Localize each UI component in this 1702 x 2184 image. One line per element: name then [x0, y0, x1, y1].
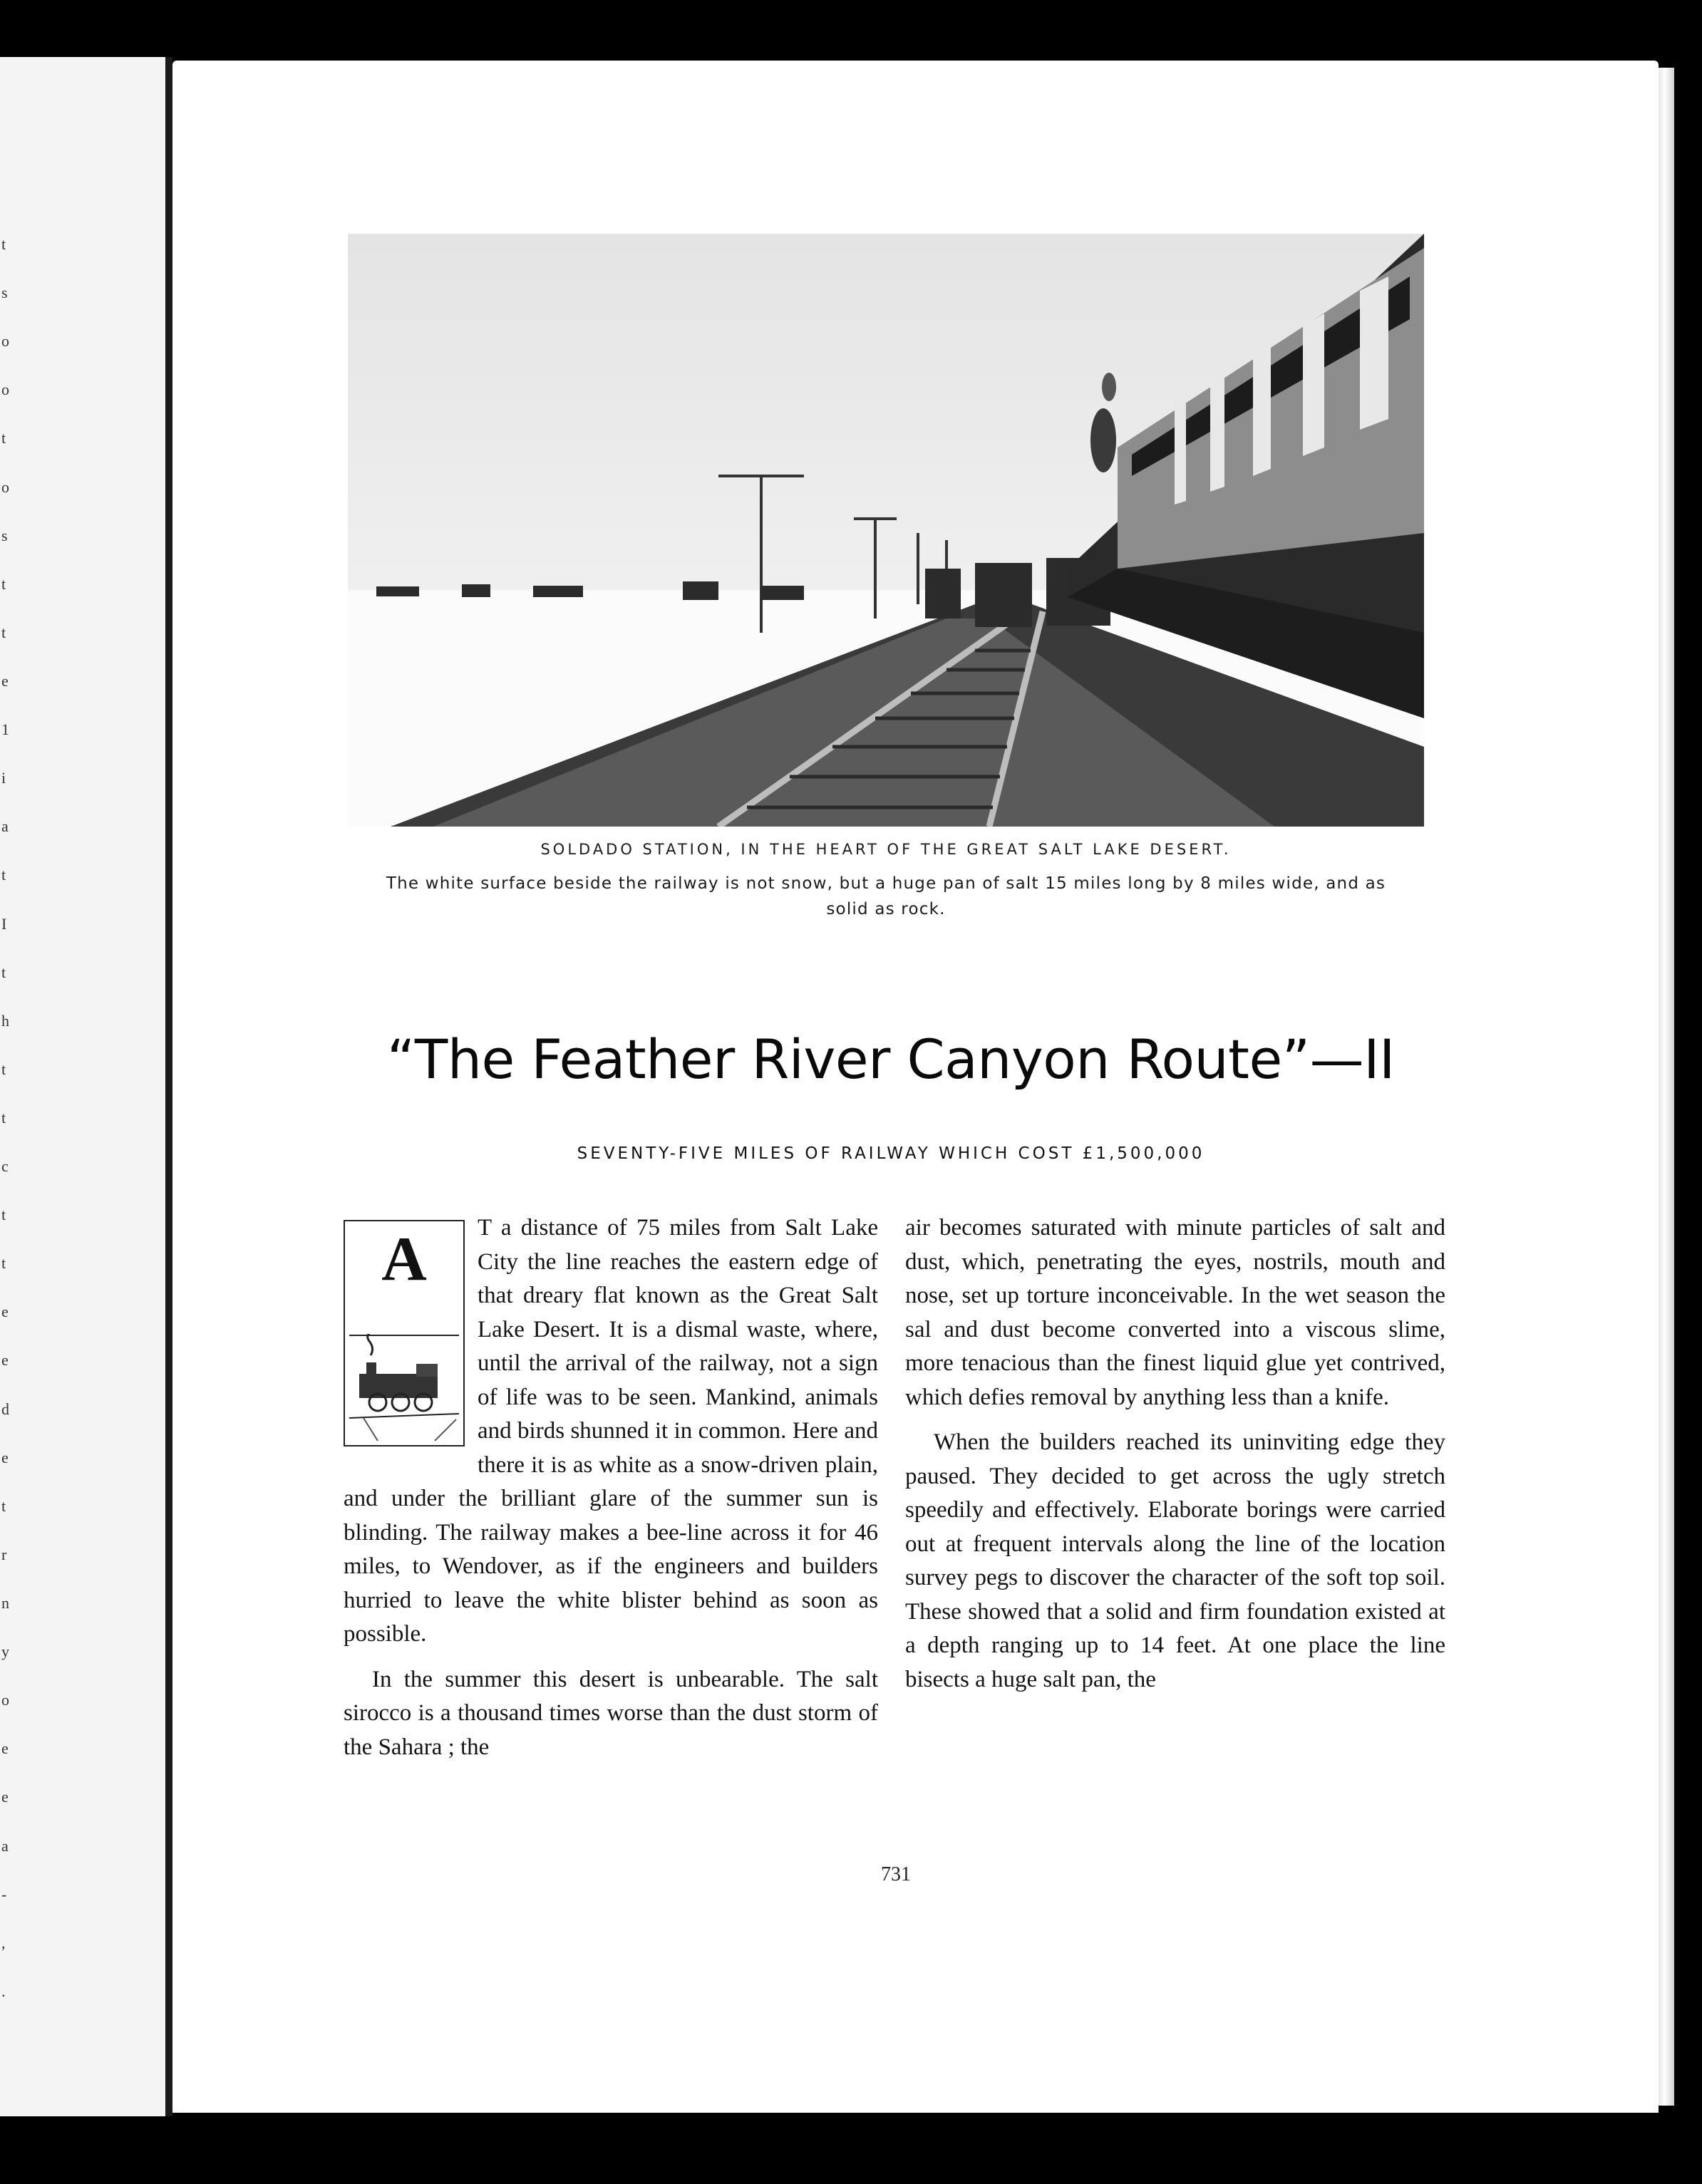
facing-page-edge-letter: e — [1, 1448, 9, 1466]
paragraph-1 — [344, 1211, 878, 1652]
facing-page-edge-letter: t — [1, 623, 6, 641]
illustrated-drop-cap — [344, 1220, 465, 1446]
facing-page-edge-letter: r — [1, 1545, 7, 1563]
facing-page-edge-letter: 1 — [1, 720, 9, 739]
photo-caption-body: The white surface beside the railway is not snow, but a huge pan of salt 15 miles long by 8 miles wide, and as solid as rock. — [386, 874, 1386, 918]
facing-page-edge-letter: c — [1, 1157, 9, 1176]
book-spine-shadow — [165, 57, 172, 2116]
paragraph-2: In the summer this desert is unbearable. The salt sirocco is a thousand times worse than the dust storm of the Sahara ; the — [344, 1666, 878, 1760]
facing-page-edge-letter: t — [1, 1254, 6, 1273]
facing-page-edge-letter: t — [1, 574, 6, 593]
facing-page-edge-letter: t — [1, 866, 6, 884]
facing-page-edge-letter: t — [1, 1206, 6, 1224]
facing-page-edge-letter: i — [1, 769, 6, 787]
facing-page-edge-letter: a — [1, 817, 9, 836]
page-number: 731 — [881, 1863, 911, 1885]
facing-page-edge-letter: e — [1, 1739, 9, 1758]
facing-page-edge-letter: h — [1, 1011, 9, 1030]
facing-page-edge-letter: s — [1, 284, 8, 302]
facing-page-edge-letter: d — [1, 1399, 9, 1418]
facing-page-edge-letter: s — [1, 526, 8, 544]
facing-page-edge-letter: e — [1, 1788, 9, 1806]
left-page-edge — [0, 57, 165, 2116]
facing-page-edge-letter: n — [1, 1594, 9, 1613]
facing-page-edge-letter: o — [1, 332, 9, 351]
paragraph-1-text: T a distance of 75 miles from Salt Lake City the line reaches the eastern edge of that dreary flat known as the Great Salt Lake Desert. It is a dismal waste, where, until the arrival of the railway, not a sign of life was to be seen. Mankind, animals and birds shunned it in common. Here and there it is as white as a snow-driven plain, and under the brilliant glare of the summer sun is blinding. The railway makes a bee-line across it for 46 miles, to Wendover, as if the engineers and builders hurried to leave the white blister behind as soon as possible. — [344, 1215, 878, 1647]
facing-page-edge-letter: e — [1, 671, 9, 690]
facing-page-edge-letter: t — [1, 963, 6, 981]
facing-page-edge-letter: o — [1, 381, 9, 399]
facing-page-edge-letter: I — [1, 914, 7, 933]
paragraph-3: When the builders reached its uninviting edge they paused. They decided to get across the ugly stretch speedily and effectively. Elaborate borings were carried out at frequent intervals along the line of the location survey pegs to discover the character of the soft top soil. These showed that a solid and firm foundation existed at a depth ranging up to 14 feet. At one place the line bisects a huge salt pan, the — [905, 1429, 1445, 1692]
facing-page-edge-letter: t — [1, 429, 6, 447]
facing-page-edge-letter: y — [1, 1642, 9, 1661]
page-stack-edge — [1659, 68, 1674, 2106]
soldado-station-photograph — [348, 234, 1424, 827]
facing-page-edge-letter: t — [1, 1060, 6, 1078]
facing-page-edge-letter: a — [1, 1836, 9, 1855]
photo-caption-title: SOLDADO STATION, IN THE HEART OF THE GREAT SALT LAKE DESERT. — [540, 841, 1232, 858]
text-column-right — [905, 1211, 1445, 1708]
text-column-left — [344, 1211, 878, 1776]
article-title: “The Feather River Canyon Route”—II — [387, 1028, 1395, 1091]
facing-page-edge-letter: t — [1, 1108, 6, 1127]
facing-page-edge-letter: . — [1, 1982, 6, 2000]
drop-cap-letter: A — [381, 1225, 427, 1294]
facing-page-edge-letter: - — [1, 1885, 7, 1903]
facing-page-edge-letter: o — [1, 477, 9, 496]
article-subtitle: SEVENTY-FIVE MILES OF RAILWAY WHICH COST £1,500,000 — [577, 1144, 1205, 1163]
facing-page-edge-letter: o — [1, 1691, 9, 1709]
facing-page-edge-letter: t — [1, 1496, 6, 1515]
locomotive-illustration-icon — [349, 1334, 459, 1441]
facing-page-edge-letter: t — [1, 235, 6, 253]
paragraph-2-continued: air becomes saturated with minute particles of salt and dust, which, penetrating the eyes, nostrils, mouth and nose, set up torture inconceivable. In the wet season the sal and dust become converted into a viscous slime, more tenacious than the finest liquid glue yet contrived, which defies removal by anything less than a knife. — [905, 1215, 1445, 1410]
facing-page-edge-letter: , — [1, 1933, 6, 1952]
facing-page-edge-letter: e — [1, 1303, 9, 1321]
facing-page-edge-letter: e — [1, 1351, 9, 1370]
